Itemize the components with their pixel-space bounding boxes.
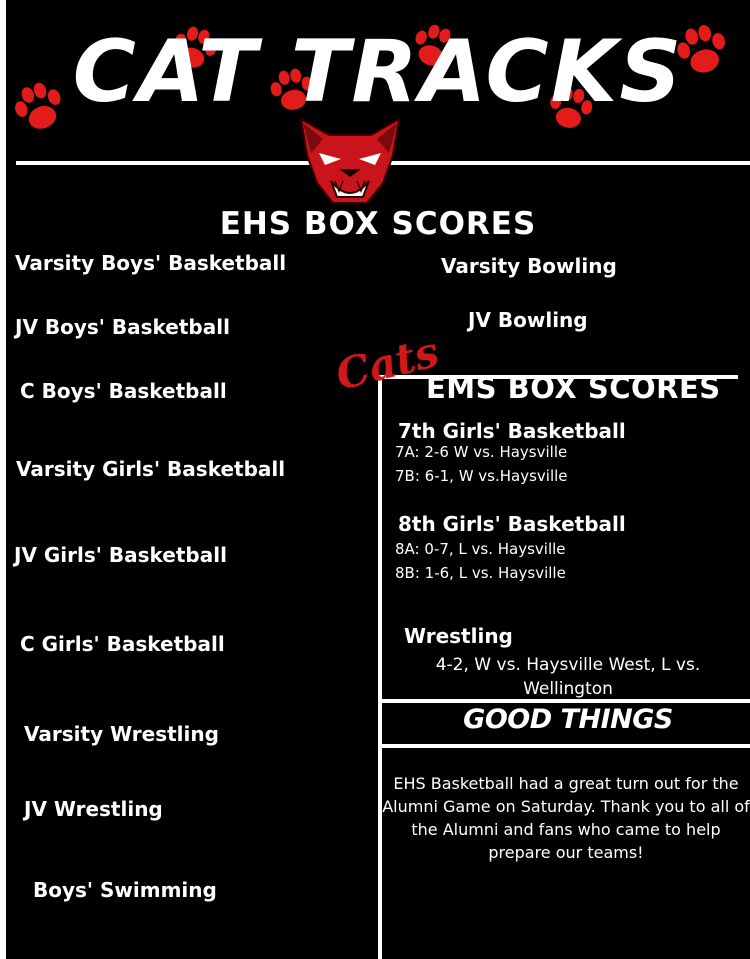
ehs-box-scores-heading: EHS BOX SCORES — [219, 206, 537, 242]
ems-wrestling-score — [386, 653, 750, 701]
ehs-sport-item: JV Wrestling — [24, 797, 163, 821]
cats-logo-text: Cats — [331, 326, 444, 400]
ems-score: 7A: 2-6 W vs. Haysville — [395, 443, 568, 461]
ems-score: 8B: 1-6, L vs. Haysville — [395, 564, 566, 582]
ems-score: Wellington — [523, 679, 613, 699]
good-things-heading: GOOD THINGS — [463, 704, 673, 735]
ems-left-border — [378, 375, 382, 959]
wildcat-mascot-icon — [289, 113, 411, 209]
ehs-sport-item: Boys' Swimming — [33, 878, 217, 902]
good-things-body: EHS Basketball had a great turn out for the Alumni Game on Saturday. Thank you to all of the Alumni and fans who came to help prepare our teams! — [382, 774, 750, 862]
ems-sport-title: 7th Girls' Basketball — [398, 419, 626, 443]
ehs-sport-item: C Girls' Basketball — [20, 632, 225, 656]
ehs-sport-item: Varsity Wrestling — [24, 722, 219, 746]
ehs-sport-item: C Boys' Basketball — [20, 379, 227, 403]
ehs-sport-item: JV Boys' Basketball — [15, 315, 230, 339]
ems-score: 4-2, W vs. Haysville West, L vs. — [435, 655, 701, 675]
ehs-sport-item: JV Bowling — [468, 308, 588, 332]
ems-score: 7B: 6-1, W vs.Haysville — [395, 467, 568, 485]
good-things-divider — [378, 744, 750, 748]
poster — [6, 0, 750, 959]
ems-box-scores-heading: EMS BOX SCORES — [426, 371, 721, 405]
ehs-sport-item: JV Girls' Basketball — [14, 543, 227, 567]
page-title: CAT TRACKS — [72, 22, 684, 122]
ehs-sport-item: Varsity Bowling — [441, 254, 617, 278]
ehs-sport-item: Varsity Boys' Basketball — [15, 251, 287, 275]
ems-sport-title: Wrestling — [404, 624, 513, 648]
ems-score: 8A: 0-7, L vs. Haysville — [395, 540, 566, 558]
ehs-sport-item: Varsity Girls' Basketball — [16, 457, 286, 481]
ems-sport-title: 8th Girls' Basketball — [398, 512, 626, 536]
